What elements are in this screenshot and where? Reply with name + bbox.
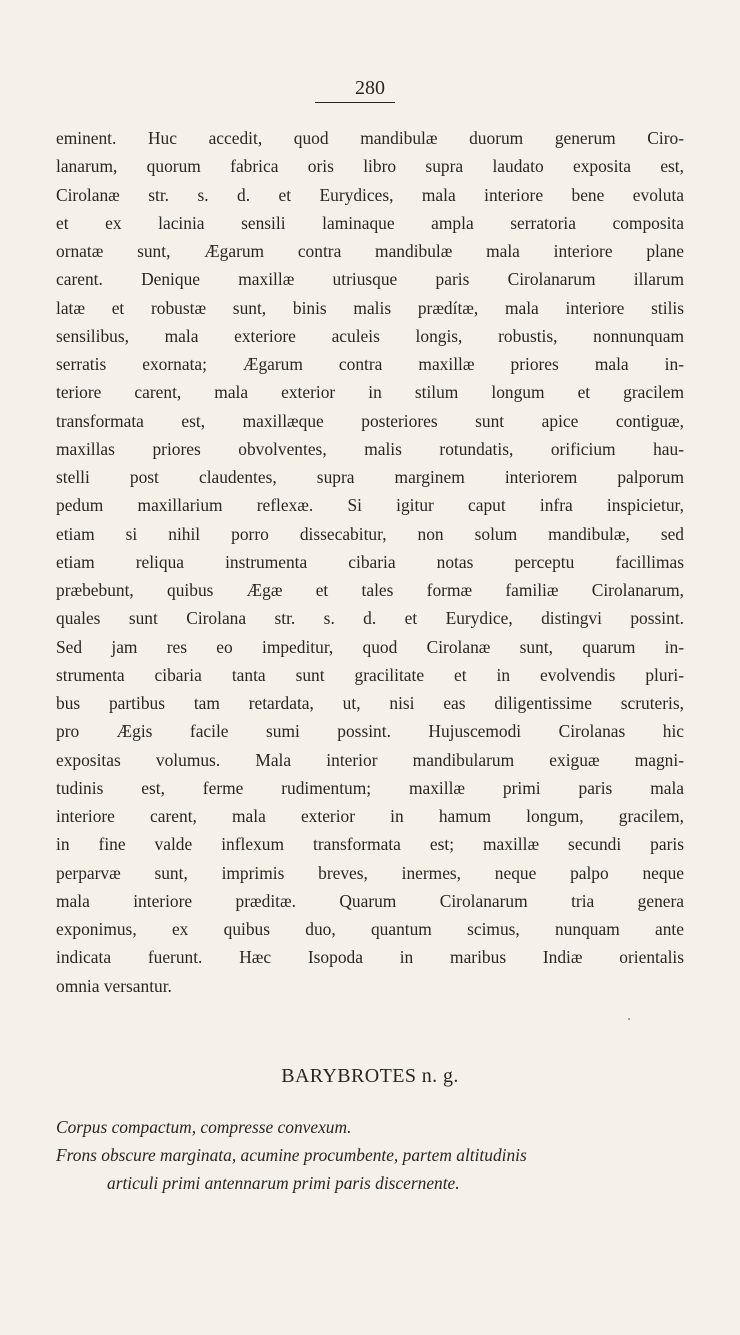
text-line: transformata est, maxillæque posteriores sunt apice contiguæ, [56,410,684,431]
text-line: expositas volumus. Mala interior mandibularum exiguæ magni- [56,749,684,770]
text-line: præbebunt, quibus Ægæ et tales formæ familiæ Cirolanarum, [56,580,684,600]
text-line: sensilibus, mala exteriore aculeis longis, robustis, nonnunquam [56,325,684,346]
page-number-underline [315,102,395,103]
body-paragraph [56,124,684,1000]
description-line: articuli primi antennarum primi paris discernente. [107,1173,460,1193]
description-line: Corpus compactum, compresse convexum. [56,1117,352,1137]
text-line: interiore carent, mala exterior in hamum longum, gracilem, [56,806,684,826]
genus-description [56,1113,696,1197]
text-line: serratis exornata; Ægarum contra maxillæ priores mala in- [56,354,684,374]
text-line: carent. Denique maxillæ utriusque paris Cirolanarum illarum [56,269,684,290]
text-line: tudinis est, ferme rudimentum; maxillæ primi paris mala [56,777,684,798]
text-line: exponimus, ex quibus duo, quantum scimus, nunquam ante [56,919,684,939]
text-line: quales sunt Cirolana str. s. d. et Eurydice, distingvi possint. [56,608,684,629]
paper-speck [628,1018,630,1020]
text-line: in fine valde inflexum transformata est; maxillæ secundi paris [56,834,684,855]
text-line: strumenta cibaria tanta sunt gracilitate et in evolvendis pluri- [56,664,684,685]
text-line: mala interiore præditæ. Quarum Cirolanarum tria genera [56,890,684,911]
text-line: indicata fuerunt. Hæc Isopoda in maribus Indiæ orientalis [56,947,684,968]
text-line: lanarum, quorum fabrica oris libro supra laudato exposita est, [56,156,684,177]
text-line: Sed jam res eo impeditur, quod Cirolanæ sunt, quarum in- [56,636,684,657]
text-line: perparvæ sunt, imprimis breves, inermes, neque palpo neque [56,862,684,883]
page-number: 280 [355,77,385,99]
text-line: latæ et robustæ sunt, binis malis prædítæ, mala interiore stilis [56,297,684,318]
text-line: stelli post claudentes, supra marginem interiorem palporum [56,467,684,487]
text-line: omnia versantur. [56,975,172,996]
text-line: ornatæ sunt, Ægarum contra mandibulæ mala interiore plane [56,241,684,261]
text-line: teriore carent, mala exterior in stilum longum et gracilem [56,382,684,403]
text-line: Cirolanæ str. s. d. et Eurydices, mala interiore bene evoluta [56,184,684,205]
text-line: pedum maxillarium reflexæ. Si igitur caput infra inspicietur, [56,495,684,516]
description-line: Frons obscure marginata, acumine procumbente, partem altitudinis [56,1145,527,1165]
text-line: etiam si nihil porro dissecabitur, non solum mandibulæ, sed [56,523,684,544]
text-line: et ex lacinia sensili laminaque ampla serratoria composita [56,212,684,233]
text-line: pro Ægis facile sumi possint. Hujuscemodi Cirolanas hic [56,721,684,742]
text-line: bus partibus tam retardata, ut, nisi eas diligentissime scruteris, [56,693,684,713]
genus-heading: BARYBROTES n. g. [281,1065,459,1087]
text-line: etiam reliqua instrumenta cibaria notas perceptu facillimas [56,551,684,572]
text-line: eminent. Huc accedit, quod mandibulæ duorum generum Ciro- [56,128,684,148]
text-line: maxillas priores obvolventes, malis rotundatis, orificium hau- [56,438,684,459]
